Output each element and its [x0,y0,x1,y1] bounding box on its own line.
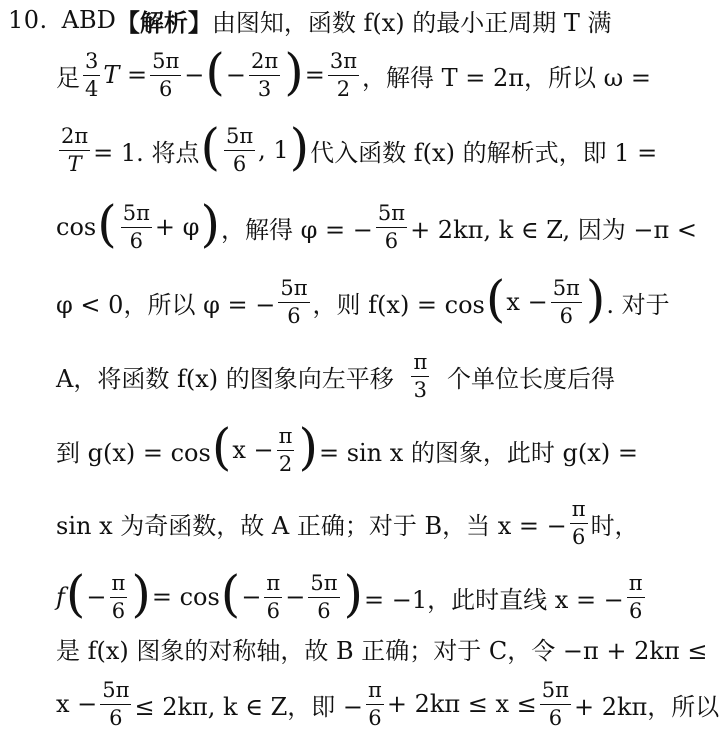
fraction: $\frac{5\pi}{6}$ [102,678,130,730]
fraction: $\frac{3\pi}{2}$ [329,49,357,101]
solution-line: A，将函数 f(x) 的图象向左平移 $\frac{\pi}{3}$ 个单位长度后得 [56,350,615,402]
answer-choices: ABD [61,6,116,34]
problem-number: 10. [8,6,48,34]
analysis-label: 【解析】 [115,7,212,37]
fraction: $\frac{5\pi}{6}$ [310,571,338,623]
fraction: $\frac{\pi}{6}$ [368,678,382,730]
solution-line: $\frac{2\pi}{T}$ = 1. 将点 ( $\frac{5\pi}{6}$ , 1 ) 代入函数 f(x) 的解析式，即 1 = [61,118,658,176]
fraction: $\frac{5\pi}{6}$ [377,201,406,253]
fraction: $\frac{3}{4}$ [85,49,99,101]
solution-line: x − $\frac{5\pi}{6}$ ≤ 2kπ, k ∈ Z，即 − $\frac{\pi}{6}$ + 2kπ ≤ x ≤ $\frac{5\pi}{6}$ + 2kπ，所以 [56,678,719,730]
fraction: $\frac{2\pi}{T}$ [61,124,89,176]
solution-line: 足 $\frac{3}{4}$ T = $\frac{5\pi}{6}$ − ( − $\frac{2\pi}{3}$ ) = $\frac{3\pi}{2}$ ，解得 T = 2π，所以 ω = [56,43,651,101]
fraction: $\frac{\pi}{6}$ [571,497,586,549]
fraction: $\frac{\pi}{6}$ [628,571,643,623]
fraction: $\frac{5\pi}{6}$ [122,201,150,253]
solution-line: φ < 0，所以 φ = − $\frac{5\pi}{6}$ ，则 f(x) = cos ( x − $\frac{5\pi}{6}$ ) . 对于 [56,270,670,328]
fraction: $\frac{\pi}{2}$ [278,424,293,476]
solution-line: 10. ABD 【解析】 由图知，函数 f(x) 的最小正周期 T 满 [8,0,615,60]
fraction: $\frac{5\pi}{6}$ [541,678,569,730]
fraction: $\frac{5\pi}{6}$ [280,276,308,328]
fraction: $\frac{\pi}{6}$ [111,571,126,623]
fraction: $\frac{\pi}{3}$ [413,350,428,402]
solution-line: 是 f(x) 图象的对称轴，故 B 正确；对于 C，令 −π + 2kπ ≤ [56,636,708,665]
solution-line: 到 g(x) = cos ( x − $\frac{\pi}{2}$ ) = sin x 的图象，此时 g(x) = [56,418,638,476]
fraction: $\frac{2\pi}{3}$ [251,49,279,101]
fraction: $\frac{5\pi}{6}$ [552,276,580,328]
solution-line: cos ( $\frac{5\pi}{6}$ + φ ) ，解得 φ = − $\frac{5\pi}{6}$ + 2kπ, k ∈ Z, 因为 −π < [56,195,697,253]
fraction: $\frac{\pi}{6}$ [266,571,281,623]
fraction: $\frac{5\pi}{6}$ [225,124,254,176]
solution-line: sin x 为奇函数，故 A 正确；对于 B，当 x = − $\frac{\pi}{6}$ 时， [56,497,639,549]
fraction: $\frac{5\pi}{6}$ [152,49,180,101]
solution-line: f ( − $\frac{\pi}{6}$ ) = cos ( − $\frac{\pi}{6}$ − $\frac{5\pi}{6}$ ) = −1，此时直线 x = − $\frac{\pi}{6}$ [56,565,643,623]
